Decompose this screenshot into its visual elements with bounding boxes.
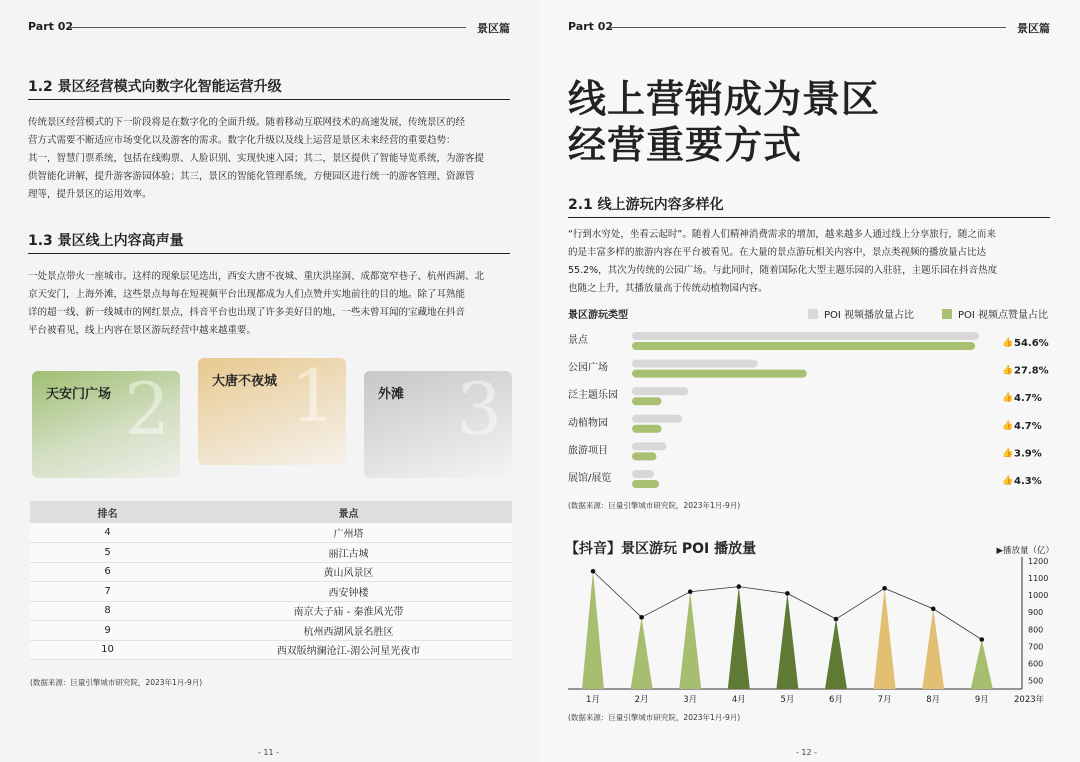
bar-value-label: 4.7% [1014, 393, 1042, 405]
data-point [737, 584, 742, 589]
x-tick-label: 9月 [974, 695, 989, 705]
cell-spot: 杭州西湖风景名胜区 [185, 621, 512, 641]
cell-spot: 西双版纳澜沧江-湄公河星光夜市 [185, 640, 512, 660]
section-2-1-text [568, 226, 1052, 298]
text-line: 详的超一线、新一线城市的网红景点，抖音平台也出现了许多美好目的地，一些未曾耳闻的宝藏地在抖音 [28, 307, 466, 318]
page-number: - 11 - [258, 748, 280, 757]
play-icon: ▶ [996, 546, 1003, 556]
bar-value-label: 4.7% [1014, 420, 1042, 432]
bar-like-share [632, 397, 662, 405]
rank-card-label: 大唐不夜城 [212, 374, 278, 389]
cell-rank: 6 [30, 562, 185, 582]
text-line: 传统景区经营模式的下一阶段将是在数字化的全面升级。随着移动互联网技术的高速发展，传统景区的经 [28, 117, 466, 128]
cell-spot: 广州塔 [185, 523, 512, 543]
cell-rank: 4 [30, 523, 185, 543]
thumbs-up-icon: 👍 [1002, 338, 1014, 348]
poi-play-chart [540, 555, 1080, 710]
data-point [834, 617, 839, 622]
text-line: 一处景点带火一座城市。这样的现象层见迭出，西安大唐不夜城、重庆洪崖洞、成都宽窄巷子、杭州西湖、北 [28, 271, 485, 282]
data-source-note: (数据来源：巨量引擎城市研究院，2023年1月-9月) [568, 713, 741, 722]
table-row [30, 543, 512, 563]
page-header [28, 18, 510, 36]
bar-play-share [632, 470, 654, 478]
thumbs-up-icon: 👍 [1002, 448, 1014, 459]
page-number: - 12 - [796, 748, 818, 757]
month-bar [776, 593, 798, 689]
text-line: 理等，提升景区的运用效率。 [28, 189, 152, 200]
bar-like-share [632, 342, 975, 350]
page-header [568, 18, 1050, 36]
section-title-1-3: 1.3 景区线上内容高声量 [28, 233, 184, 249]
x-axis-year-label: 2023年 [1014, 695, 1045, 705]
month-bar [679, 592, 701, 689]
month-bar [728, 587, 750, 689]
text-line: 55.2%，其次为传统的公园广场。与此同时，随着国际化大型主题乐园的入驻驻，主题乐园在抖音热度 [568, 265, 998, 276]
bar-chart-title: 景区游玩类型 [568, 310, 628, 321]
month-bar [825, 619, 847, 689]
x-tick-label: 2月 [634, 695, 649, 705]
section-label: 景区篇 [477, 22, 510, 35]
y-tick-label: 700 [1028, 642, 1044, 652]
y-tick-label: 1000 [1028, 591, 1049, 601]
month-bar [874, 588, 896, 689]
right-page [540, 0, 1080, 762]
rank-number: 2 [124, 367, 170, 451]
section-title-2-1: 2.1 线上游玩内容多样化 [568, 197, 724, 213]
rank-card-2 [32, 367, 180, 478]
rank-card-3 [364, 367, 512, 478]
bar-category-label: 动植物园 [568, 417, 608, 429]
month-bar [971, 640, 993, 689]
data-source-note: (数据来源：巨量引擎城市研究院，2023年1月-9月) [30, 678, 203, 687]
y-tick-label: 900 [1028, 608, 1044, 618]
text-line: 也随之上升，其播放量高于传统动植物园内容。 [568, 283, 768, 294]
header-rule [608, 27, 1006, 28]
legend-swatch-grey [808, 309, 818, 319]
thumbs-up-icon: 👍 [1002, 476, 1014, 486]
bar-category-label: 旅游项目 [568, 445, 608, 457]
y-tick-label: 500 [1028, 676, 1044, 686]
x-tick-label: 4月 [731, 695, 746, 705]
cell-spot: 黄山风景区 [185, 562, 512, 582]
x-tick-label: 8月 [926, 695, 941, 705]
table-row [30, 523, 512, 543]
text-line: 供智能化讲解，提升游客游园体验；其三，景区的智能化管理系统，方便园区进行统一的游客管理、资源管 [28, 171, 475, 182]
bar-value-label: 27.8% [1014, 365, 1049, 377]
data-point [980, 637, 985, 642]
data-source-note: (数据来源：巨量引擎城市研究院，2023年1月-9月) [568, 501, 741, 510]
legend-like [942, 306, 1048, 321]
y-tick-label: 600 [1028, 659, 1044, 669]
bar-value-label: 4.3% [1014, 476, 1042, 487]
bar-like-share [632, 452, 657, 460]
x-tick-label: 1月 [586, 695, 600, 705]
text-line: 京天安门，上海外滩，这些景点每每在短视频平台出现都成为人们点赞并实地前往的目的地。除了耳熟能 [28, 289, 466, 300]
month-bar [631, 617, 653, 689]
rank-card-label: 外滩 [378, 387, 405, 402]
title-line: 线上营销成为景区 [568, 77, 881, 121]
cell-rank: 5 [30, 543, 185, 563]
legend-label: POI 视频播放量占比 [824, 310, 915, 321]
thumbs-up-icon: 👍 [1002, 393, 1014, 404]
cell-rank: 8 [30, 601, 185, 621]
section-rule [568, 217, 1050, 218]
legend-label: POI 视频点赞量占比 [958, 310, 1049, 321]
title-line: 经营重要方式 [568, 123, 803, 167]
bar-like-share [632, 370, 807, 378]
text-line: 的是丰富多样的旅游内容在平台被看见。在大量的景点游玩相关内容中，景点类视频的播放量占比达 [568, 247, 987, 258]
table-header-row [30, 501, 512, 523]
header-rank: 排名 [30, 501, 185, 523]
bar-category-label: 景点 [568, 335, 588, 346]
thumbs-up-icon: 👍 [1002, 420, 1014, 431]
bar-play-share [632, 442, 667, 450]
data-point [688, 589, 693, 594]
table-row [30, 621, 512, 641]
x-tick-label: 3月 [683, 695, 698, 705]
part-label: Part 02 [568, 20, 614, 33]
section-title-1-2: 1.2 景区经营模式向数字化智能运营升级 [28, 79, 282, 95]
unit-text: 播放量（亿） [1002, 546, 1054, 556]
legend-swatch-green [942, 309, 952, 319]
cell-spot: 西安钟楼 [185, 582, 512, 602]
cell-rank: 9 [30, 621, 185, 641]
bar-like-share [632, 425, 662, 433]
table-row [30, 640, 512, 660]
part-label: Part 02 [28, 20, 74, 33]
bar-play-share [632, 360, 758, 368]
text-line: 其一，智慧门票系统，包括在线购票、人脸识别、实现快速入园；其二，景区提供了智能导览系统，为游客提 [28, 153, 485, 164]
y-tick-label: 800 [1028, 625, 1044, 635]
bar-like-share [632, 480, 659, 488]
month-bar [922, 609, 944, 689]
share-bar-chart [540, 322, 1080, 497]
cell-rank: 7 [30, 582, 185, 602]
legend-play [808, 306, 914, 321]
cell-spot: 南京夫子庙 - 秦淮风光带 [185, 601, 512, 621]
section-label: 景区篇 [1017, 22, 1050, 35]
section-1-2-text [28, 114, 512, 204]
data-point [639, 615, 644, 620]
cell-spot: 丽江古城 [185, 543, 512, 563]
x-tick-label: 6月 [829, 695, 843, 705]
x-tick-label: 7月 [877, 695, 892, 705]
bar-value-label: 54.6% [1014, 338, 1049, 349]
bar-play-share [632, 387, 689, 395]
y-tick-label: 1200 [1028, 557, 1049, 566]
header-spot: 景点 [185, 501, 512, 523]
table-row [30, 582, 512, 602]
ranking-table [30, 501, 512, 660]
data-point [882, 586, 887, 591]
rank-card-label: 天安门广场 [46, 387, 112, 402]
line-chart-title: 【抖音】景区游玩 POI 播放量 [565, 541, 757, 557]
page-title [568, 76, 880, 168]
bar-play-share [632, 332, 979, 340]
rank-card-1 [198, 354, 346, 465]
x-tick-label: 5月 [780, 695, 795, 705]
data-point [785, 591, 790, 596]
text-line: 平台被看见，线上内容在景区游玩经营中越来越重要。 [28, 325, 257, 336]
bar-category-label: 公园广场 [568, 362, 608, 374]
text-line: “行到水穷处，坐看云起时”。随着人们精神消费需求的增加，越来越多人通过线上分享旅行，随之而来 [568, 229, 996, 240]
rank-number: 1 [290, 354, 336, 438]
y-tick-label: 1100 [1028, 574, 1049, 584]
table-row [30, 562, 512, 582]
thumbs-up-icon: 👍 [1002, 365, 1014, 376]
bar-category-label: 展馆/展览 [568, 473, 612, 484]
rank-number: 3 [456, 367, 502, 451]
header-rule [70, 27, 466, 28]
section-rule [28, 253, 510, 254]
data-point [931, 606, 936, 611]
text-line: 营方式需要不断适应市场变化以及游客的需求。数字化升级以及线上运营是景区未来经营的重要趋势： [28, 135, 456, 146]
bar-value-label: 3.9% [1014, 448, 1042, 460]
month-bar [582, 571, 604, 689]
bar-category-label: 泛主题乐园 [568, 390, 618, 402]
data-point [591, 569, 596, 574]
table-row [30, 601, 512, 621]
section-1-3-text [28, 268, 512, 340]
bar-play-share [632, 415, 682, 423]
cell-rank: 10 [30, 640, 185, 660]
section-rule [28, 99, 510, 100]
